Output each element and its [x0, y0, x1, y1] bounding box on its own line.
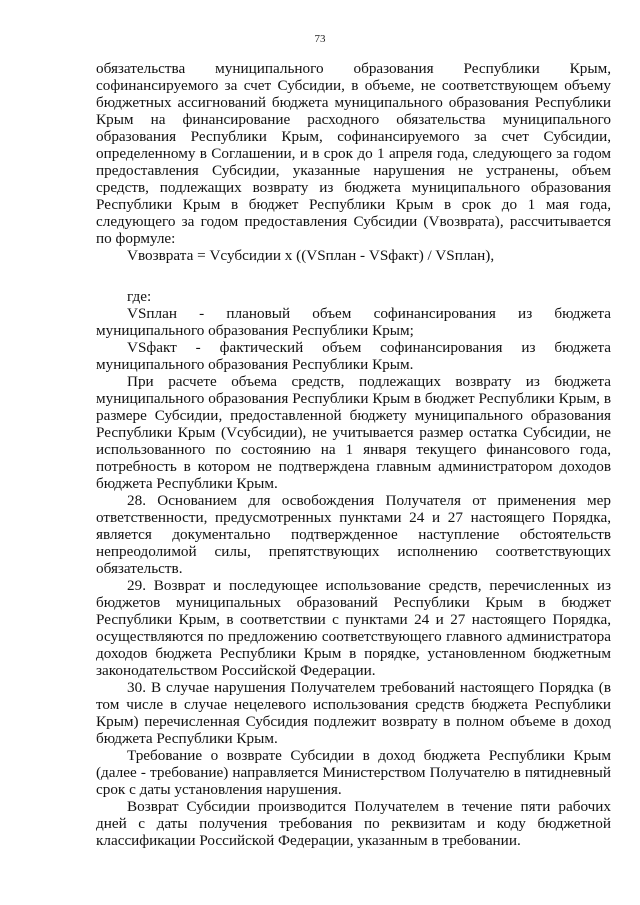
paragraph-28: 28. Основанием для освобождения Получателя от применения мер ответственности, предусмотренных пунктами 24 и 27 настоящего Порядка, является документально подтвержденное наступление обстоятельств непреодолимой силы, препятствующих исполнению соответствующих обязательств. [96, 492, 611, 577]
paragraph-continuation: обязательства муниципального образования Республики Крым, софинансируемого за счет Субсидии, в объеме, не соответствующем объему бюджетных ассигнований бюджета муниципального образования Республики Крым на финансирование расходного обязательства муниципального образования Республики Крым, софинансируемого за счет Субсидии, определенному в Соглашении, и в срок до 1 апреля года, следующего за годом предоставления Субсидии, указанные нарушения не устранены, объем средств, подлежащих возврату из бюджета муниципального образования Республики Крым в бюджет Республики Крым в срок до 1 мая года, следующего за годом предоставления Субсидии (Vвозврата), рассчитывается по формуле: [96, 60, 611, 247]
paragraph-30: 30. В случае нарушения Получателем требований настоящего Порядка (в том числе в случае нецелевого использования средств бюджета Республики Крым) перечисленная Субсидия подлежит возврату в полном объеме в доход бюджета Республики Крым. [96, 679, 611, 747]
spacer [96, 264, 611, 288]
paragraph-calculation-note: При расчете объема средств, подлежащих возврату из бюджета муниципального образования Республики Крым в бюджет Республики Крым, в размере Субсидии, предоставленной бюджету муниципального образования Республики Крым (Vсубсидии), не учитывается размер остатка Субсидии, не использованного по состоянию на 1 января текущего финансового года, потребность в котором не подтверждена главным администратором доходов бюджета Республики Крым. [96, 373, 611, 492]
definition-vs-plan: VSплан - плановый объем софинансирования из бюджета муниципального образования Республики Крым; [96, 305, 611, 339]
definition-vs-fact: VSфакт - фактический объем софинансирования из бюджета муниципального образования Республики Крым. [96, 339, 611, 373]
paragraph-return-demand: Требование о возврате Субсидии в доход бюджета Республики Крым (далее - требование) направляется Министерством Получателю в пятидневный срок с даты установления нарушения. [96, 747, 611, 798]
return-formula: Vвозврата = Vсубсидии x ((VSплан - VSфакт) / VSплан), [127, 247, 495, 264]
paragraph-return-procedure: Возврат Субсидии производится Получателем в течение пяти рабочих дней с даты получения требования по реквизитам и коду бюджетной классификации Российской Федерации, указанным в требовании. [96, 798, 611, 849]
paragraph-29: 29. Возврат и последующее использование средств, перечисленных из бюджетов муниципальных образований Республики Крым в бюджет Республики Крым, в соответствии с пунктами 24 и 27 настоящего Порядка, осуществляются по предложению соответствующего главного администратора доходов бюджета Республики Крым в порядке, установленном бюджетным законодательством Российской Федерации. [96, 577, 611, 679]
where-label: где: [127, 288, 152, 305]
document-body [96, 60, 611, 849]
page-number: 73 [314, 33, 326, 45]
